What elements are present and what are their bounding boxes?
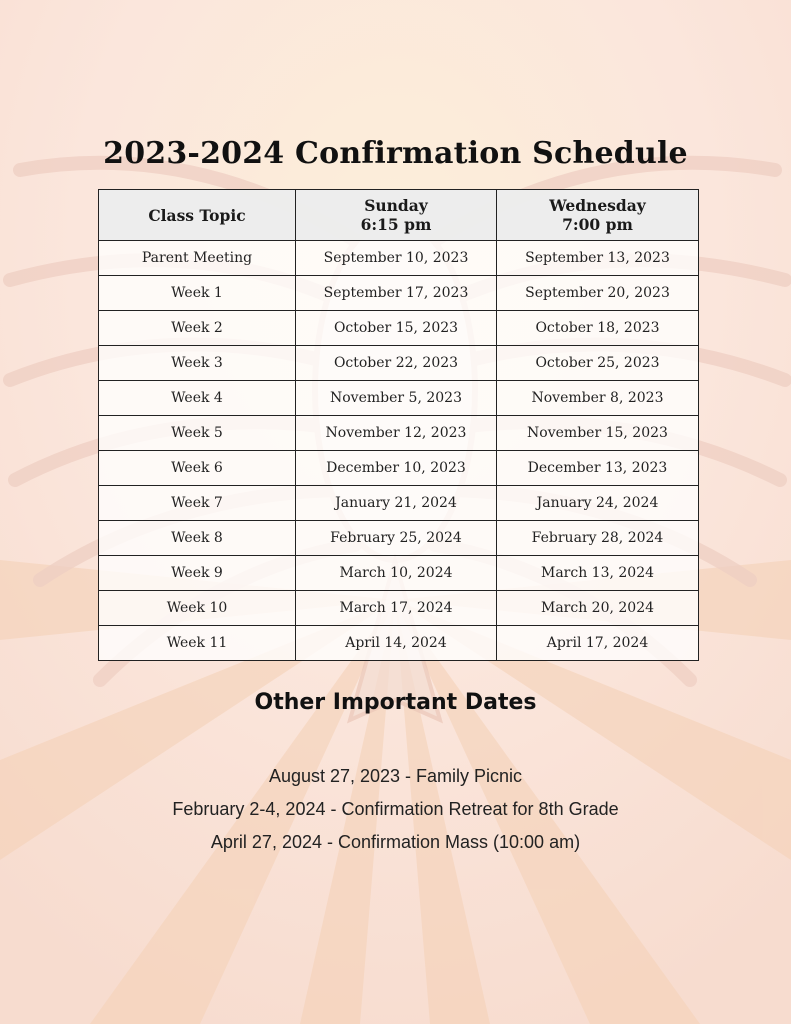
other-dates-heading: Other Important Dates <box>254 690 537 715</box>
schedule-table <box>98 189 699 661</box>
cell-sunday-date: January 21, 2024 <box>296 486 497 521</box>
table-row <box>99 451 699 486</box>
table-row <box>99 416 699 451</box>
header-sunday <box>296 190 497 241</box>
cell-wednesday-date: April 17, 2024 <box>497 626 699 661</box>
list-item: February 2-4, 2024 - Confirmation Retreat for 8th Grade <box>172 799 619 819</box>
cell-topic: Week 7 <box>99 486 296 521</box>
header-wednesday-day: Wednesday <box>549 196 646 215</box>
list-item: April 27, 2024 - Confirmation Mass (10:00 am) <box>210 832 581 852</box>
cell-sunday-date: October 22, 2023 <box>296 346 497 381</box>
cell-wednesday-date: February 28, 2024 <box>497 521 699 556</box>
table-row <box>99 241 699 276</box>
cell-topic: Week 6 <box>99 451 296 486</box>
cell-topic: Week 10 <box>99 591 296 626</box>
list-item: August 27, 2023 - Family Picnic <box>268 766 523 786</box>
cell-wednesday-date: October 18, 2023 <box>497 311 699 346</box>
cell-topic: Week 5 <box>99 416 296 451</box>
cell-sunday-date: November 5, 2023 <box>296 381 497 416</box>
header-sunday-time: 6:15 pm <box>360 215 432 234</box>
cell-topic: Week 2 <box>99 311 296 346</box>
cell-sunday-date: March 17, 2024 <box>296 591 497 626</box>
cell-sunday-date: September 10, 2023 <box>296 241 497 276</box>
cell-sunday-date: September 17, 2023 <box>296 276 497 311</box>
table-row <box>99 486 699 521</box>
header-class-topic-label: Class Topic <box>148 205 246 225</box>
cell-wednesday-date: January 24, 2024 <box>497 486 699 521</box>
cell-sunday-date: December 10, 2023 <box>296 451 497 486</box>
cell-wednesday-date: March 20, 2024 <box>497 591 699 626</box>
cell-topic: Week 1 <box>99 276 296 311</box>
page-title: 2023-2024 Confirmation Schedule <box>103 136 688 171</box>
header-wednesday-time: 7:00 pm <box>562 215 633 234</box>
cell-sunday-date: April 14, 2024 <box>296 626 497 661</box>
table-header-row <box>99 190 699 241</box>
cell-wednesday-date: November 15, 2023 <box>497 416 699 451</box>
cell-wednesday-date: November 8, 2023 <box>497 381 699 416</box>
cell-wednesday-date: October 25, 2023 <box>497 346 699 381</box>
cell-wednesday-date: March 13, 2024 <box>497 556 699 591</box>
cell-sunday-date: March 10, 2024 <box>296 556 497 591</box>
cell-topic: Week 4 <box>99 381 296 416</box>
cell-wednesday-date: December 13, 2023 <box>497 451 699 486</box>
cell-sunday-date: October 15, 2023 <box>296 311 497 346</box>
table-row <box>99 591 699 626</box>
cell-topic: Week 9 <box>99 556 296 591</box>
cell-sunday-date: November 12, 2023 <box>296 416 497 451</box>
cell-topic: Week 3 <box>99 346 296 381</box>
cell-sunday-date: February 25, 2024 <box>296 521 497 556</box>
table-row <box>99 311 699 346</box>
table-row <box>99 626 699 661</box>
cell-wednesday-date: September 20, 2023 <box>497 276 699 311</box>
table-row <box>99 381 699 416</box>
cell-wednesday-date: September 13, 2023 <box>497 241 699 276</box>
table-row <box>99 521 699 556</box>
header-wednesday <box>497 190 699 241</box>
table-row <box>99 556 699 591</box>
table-row <box>99 346 699 381</box>
cell-topic: Week 11 <box>99 626 296 661</box>
table-row <box>99 276 699 311</box>
cell-topic: Week 8 <box>99 521 296 556</box>
header-class-topic <box>99 190 296 241</box>
other-dates-list <box>0 763 791 862</box>
cell-topic: Parent Meeting <box>99 241 296 276</box>
header-sunday-day: Sunday <box>364 196 428 215</box>
